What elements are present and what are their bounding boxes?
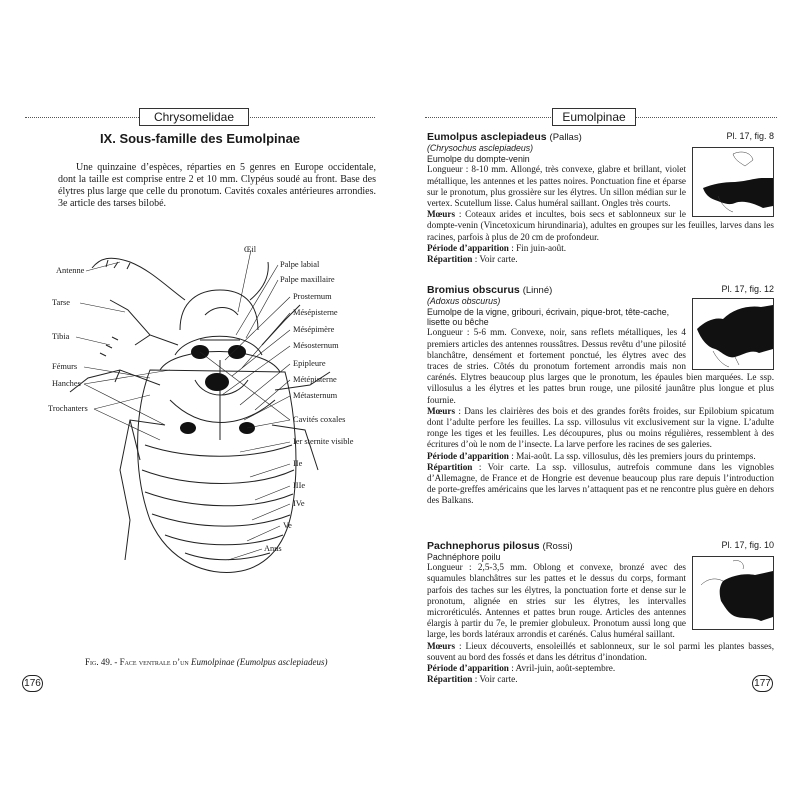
distribution-map bbox=[692, 298, 774, 370]
repartition-text: : Voir carte. La ssp. villosulus, autrefois commune dans les vignobles d’Allemagne, de France et de Hongrie est devenue beaucoup plus rare depuis l’introduction de porte-greffes américains que les larves n’attaquent pas et ne rencontre plus guère en dehors des Balkans. bbox=[427, 461, 774, 506]
species-author: (Linné) bbox=[522, 285, 553, 296]
species-name: Eumolpus asclepiadeus bbox=[427, 131, 547, 143]
repartition-label: Répartition bbox=[427, 461, 473, 472]
label-antenne: Antenne bbox=[56, 266, 85, 275]
synonym: (Adoxus obscurus) bbox=[427, 296, 501, 307]
label-tibia: Tibia bbox=[52, 332, 70, 341]
periode-text: : Fin juin-août. bbox=[508, 242, 567, 253]
intro-paragraph: Une quinzaine d’espèces, réparties en 5 genres en Europe occidentale, dont la taille est comprise entre 2 et 10 mm. Clypéus soudé au front. Base des élytres plus large que celle du pronotum. Cavités coxales antérieures arrondies. 3e article des tarses bilobé. bbox=[58, 162, 376, 209]
label-oeil: Œil bbox=[244, 245, 257, 254]
plate-reference: Pl. 17, fig. 12 bbox=[721, 284, 774, 294]
label-palpe-maxillaire: Palpe maxillaire bbox=[280, 275, 335, 284]
description: Longueur : 2,5-3,5 mm. Oblong et convexe, bronzé avec des squamules blanchâtres sur les pattes et le dessus du corps, formant parfois des taches sur les élytres, la ponctuation forte et dense sur le pronotum, alignée en stries sur les élytres, les intervalles microréticulés. Antennes et pattes brun rouge. Articles des antennes élargis à partir du 7e, le premier globuleux. Pronotum aussi long que large, les bords latéraux arrondis et carénés. Calus huméral saillant. bbox=[427, 562, 686, 640]
section-title: IX. Sous-famille des Eumolpinae bbox=[99, 131, 301, 146]
synonym: (Chrysochus asclepiadeus) bbox=[427, 143, 534, 154]
description: Longueur : 8-10 mm. Allongé, très convexe, glabre et brillant, violet métallique, les antennes et les pattes noires. Ponctuation fine et éparse sur le pronotum, plus grossière sur les élytres. Un sillon médian sur le vertex. Scutellum lisse. Calus huméral saillant. Ongles très courts. bbox=[427, 164, 686, 209]
moeurs-label: Mœurs bbox=[427, 209, 456, 220]
periode-text: : Mai-août. La ssp. villosulus, dès les premiers jours du printemps. bbox=[508, 450, 756, 461]
distribution-map bbox=[692, 556, 774, 630]
moeurs-label: Mœurs bbox=[427, 405, 456, 416]
moeurs-label: Mœurs bbox=[427, 640, 456, 651]
label-anus: Anus bbox=[264, 544, 282, 553]
label-sternite-1: Ier sternite visible bbox=[293, 437, 354, 446]
caption-prefix: Fig. 49. - Face ventrale d’un bbox=[85, 657, 191, 667]
species-entry-pachnephorus bbox=[427, 540, 774, 685]
common-name: Pachnéphore poilu bbox=[427, 552, 501, 563]
page-number-left: 176 bbox=[22, 675, 43, 692]
plate-reference: Pl. 17, fig. 10 bbox=[721, 540, 774, 550]
label-cavites-coxales: Cavités coxales bbox=[293, 415, 346, 424]
running-header: Chrysomelidae bbox=[139, 108, 249, 126]
repartition-label: Répartition bbox=[427, 674, 473, 685]
repartition-label: Répartition bbox=[427, 254, 473, 265]
right-page bbox=[400, 0, 800, 800]
repartition-text: : Voir carte. bbox=[472, 254, 518, 265]
label-metepisterne: Métépisterne bbox=[293, 375, 337, 384]
label-femurs: Fémurs bbox=[52, 362, 78, 371]
label-prosternum: Prosternum bbox=[293, 292, 332, 301]
common-name: Eumolpe de la vigne, gribouri, écrivain, pique-brot, tête-cache, lisette ou bêche bbox=[427, 307, 670, 328]
plate-reference: Pl. 17, fig. 8 bbox=[726, 131, 774, 141]
description: Longueur : 5-6 mm. Convexe, noir, sans reflets métalliques, les 4 premiers articles des antennes roussâtres. Dessus revêtu d’une pilosité blanchâtre, densément et fortement ponctué, les élytres avec des traces de stries. Côtés du pronotum fortement arrondis mais non carénés. Elytres beaucoup plus larges que le pronotum, les épaules bien marquées. Le ssp. villosulus a les élytres et les pattes brun rouge, une pilosité jaunâtre plus longue et plus fournie. bbox=[427, 327, 774, 405]
label-trochanters: Trochanters bbox=[48, 404, 88, 413]
common-name: Eumolpe du dompte-venin bbox=[427, 154, 530, 165]
moeurs-text: : Coteaux arides et incultes, bois secs et sablonneux sur le dompte-venin (Vincetoxicum hirundinaria), adultes en groupes sur les feuilles, larves dans les racines, parfois à plus de 20 cm de profondeur. bbox=[427, 209, 774, 242]
label-sternite-3: IIIe bbox=[293, 481, 306, 490]
periode-label: Période d’apparition bbox=[427, 242, 509, 253]
figure-caption bbox=[85, 657, 327, 667]
label-epipleure: Epipleure bbox=[293, 359, 326, 368]
label-mesepisterne: Mésépisterne bbox=[293, 308, 338, 317]
species-author: (Pallas) bbox=[549, 132, 582, 143]
species-name: Bromius obscurus bbox=[427, 284, 520, 296]
species-entry-bromius bbox=[427, 284, 774, 507]
periode-label: Période d’apparition bbox=[427, 663, 509, 674]
label-mesosternum: Mésosternum bbox=[293, 341, 339, 350]
label-palpe-labial: Palpe labial bbox=[280, 260, 320, 269]
periode-label: Période d’apparition bbox=[427, 450, 509, 461]
page-number-right: 177 bbox=[752, 675, 773, 692]
label-sternite-2: IIe bbox=[293, 459, 303, 468]
label-metasternum: Métasternum bbox=[293, 391, 338, 400]
label-mesepimere: Mésépimère bbox=[293, 325, 335, 334]
species-entry-eumolpus bbox=[427, 131, 774, 265]
moeurs-text: : Lieux découverts, ensoleillés et sablonneux, sur le sol parmi les plantes basses, souvent au bord des fossés et dans les détritus d’inondation. bbox=[427, 640, 774, 662]
moeurs-text: : Dans les clairières des bois et des grandes forêts froides, sur Epilobium spicatum dont l’adulte perfore les feuilles. La ssp. villosulus vit exclusivement sur la vigne. L’adulte ronge les tiges et les feuilles. Les découpures, plus ou moins régulières, ressemblent à des écritures d’où le nom de l’insecte. La larve perfore les racines de ses galeries. bbox=[427, 405, 774, 450]
label-sternite-5: Ve bbox=[283, 521, 292, 530]
species-name: Pachnephorus pilosus bbox=[427, 540, 540, 552]
label-sternite-4: IVe bbox=[293, 499, 305, 508]
label-tarse: Tarse bbox=[52, 298, 71, 307]
running-header: Eumolpinae bbox=[552, 108, 636, 126]
species-author: (Rossi) bbox=[542, 541, 573, 552]
periode-text: : Avril-juin, août-septembre. bbox=[508, 663, 616, 674]
repartition-text: : Voir carte. bbox=[472, 674, 518, 685]
distribution-map bbox=[692, 147, 774, 217]
caption-italic: Eumolpinae (Eumolpus asclepiadeus) bbox=[191, 657, 328, 667]
label-hanches: Hanches bbox=[52, 379, 81, 388]
